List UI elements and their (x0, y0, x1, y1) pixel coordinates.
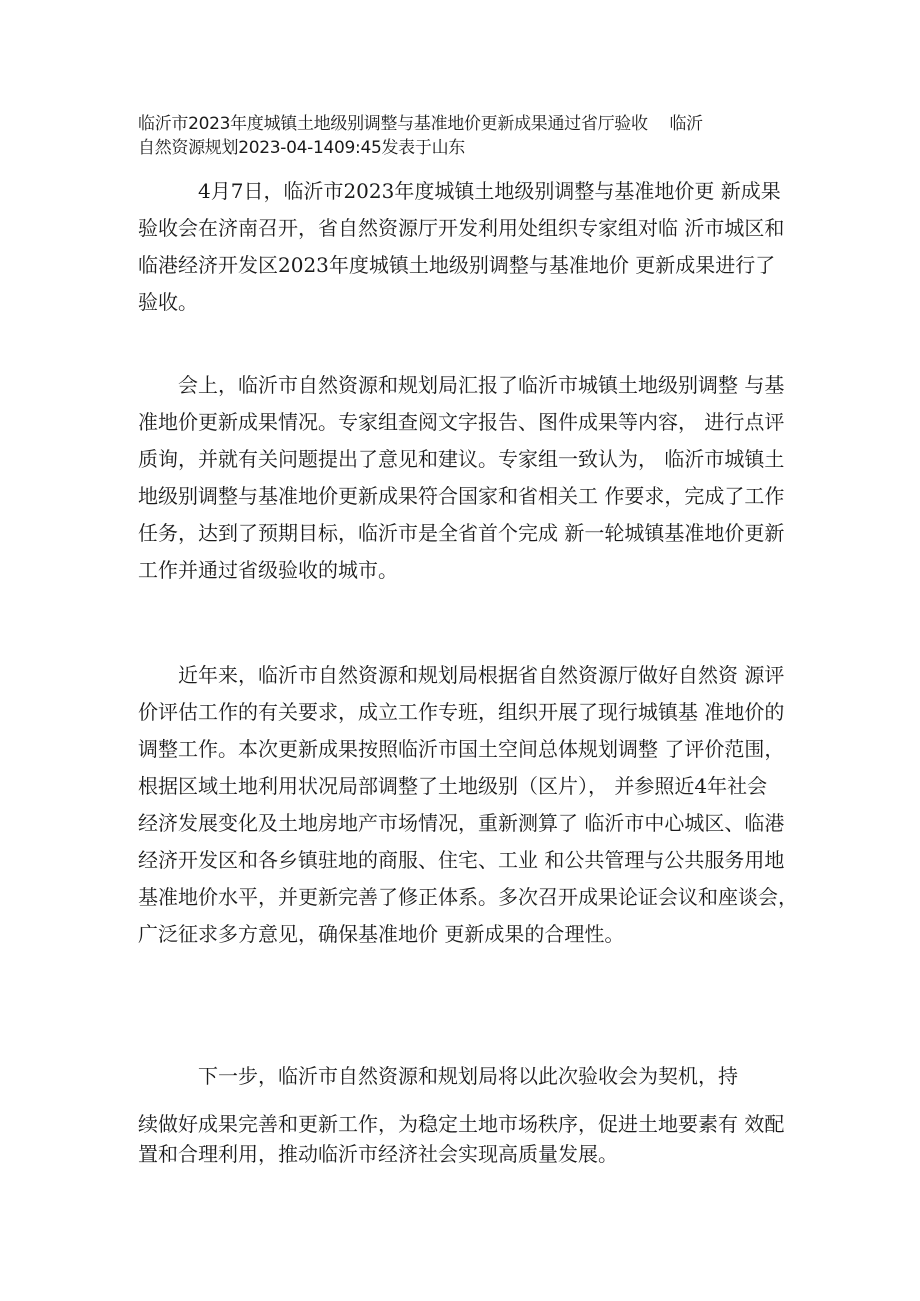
paragraph-line: 地级别调整与基准地价更新成果符合国家和省相关工 作要求，完成了工作 (138, 484, 785, 508)
paragraph-line: 基准地价水平，并更新完善了修正体系。多次召开成果论证会议和座谈会， (138, 885, 798, 909)
paragraph-line: 质询，并就有关问题提出了意见和建议。专家组一致认为， 临沂市城镇土 (138, 447, 785, 471)
title-line: 自然资源规划2023-04-1409:45发表于山东 (138, 138, 465, 158)
paragraph-line: 工作并通过省级验收的城市。 (138, 558, 398, 582)
paragraph-line: 调整工作。本次更新成果按照临沂市国土空间总体规划调整 了评价范围， (138, 737, 785, 761)
title-line: 临沂市2023年度城镇土地级别调整与基准地价更新成果通过省厅验收 临沂 (138, 114, 703, 134)
paragraph-line: 经济发展变化及土地房地产市场情况，重新测算了 临沂市中心城区、临港 (138, 811, 785, 835)
paragraph-line: 置和合理利用，推动临沂市经济社会实现高质量发展。 (138, 1142, 618, 1166)
paragraph-line: 广泛征求多方意见，确保基准地价 更新成果的合理性。 (138, 922, 625, 946)
paragraph-3 (138, 657, 798, 953)
paragraph-line: 准地价更新成果情况。专家组查阅文字报告、图件成果等内容， 进行点评 (138, 410, 785, 434)
paragraph-line: 续做好成果完善和更新工作，为稳定土地市场秩序，促进土地要素有 效配 (138, 1112, 785, 1136)
paragraph-line: 验收会在济南召开，省自然资源厅开发利用处组织专家组对临 沂市城区和 (138, 216, 785, 240)
paragraph-line: 验收。 (138, 290, 198, 314)
paragraph-2 (138, 367, 798, 589)
paragraph-line: 任务，达到了预期目标，临沂市是全省首个完成 新一轮城镇基准地价更新 (138, 521, 785, 545)
article-title (138, 112, 788, 160)
paragraph-line: 会上，临沂市自然资源和规划局汇报了临沂市城镇土地级别调整 与基 (178, 373, 785, 397)
paragraph-line: 经济开发区和各乡镇驻地的商服、住宅、工业 和公共管理与公共服务用地 (138, 848, 785, 872)
paragraph-line: 4月7日，临沂市2023年度城镇土地级别调整与基准地价更 新成果 (178, 179, 781, 203)
paragraph-4 (138, 1058, 798, 1169)
paragraph-line: 下一步，临沂市自然资源和规划局将以此次验收会为契机，持 (178, 1064, 738, 1088)
paragraph-line: 近年来，临沂市自然资源和规划局根据省自然资源厅做好自然资 源评 (178, 663, 785, 687)
paragraph-1 (138, 173, 798, 321)
paragraph-line: 临港经济开发区2023年度城镇土地级别调整与基准地价 更新成果进行了 (138, 253, 776, 277)
paragraph-line: 根据区域土地利用状况局部调整了土地级别（区片）， 并参照近4年社会 (138, 774, 768, 798)
paragraph-line: 价评估工作的有关要求，成立工作专班，组织开展了现行城镇基 准地价的 (138, 700, 785, 724)
